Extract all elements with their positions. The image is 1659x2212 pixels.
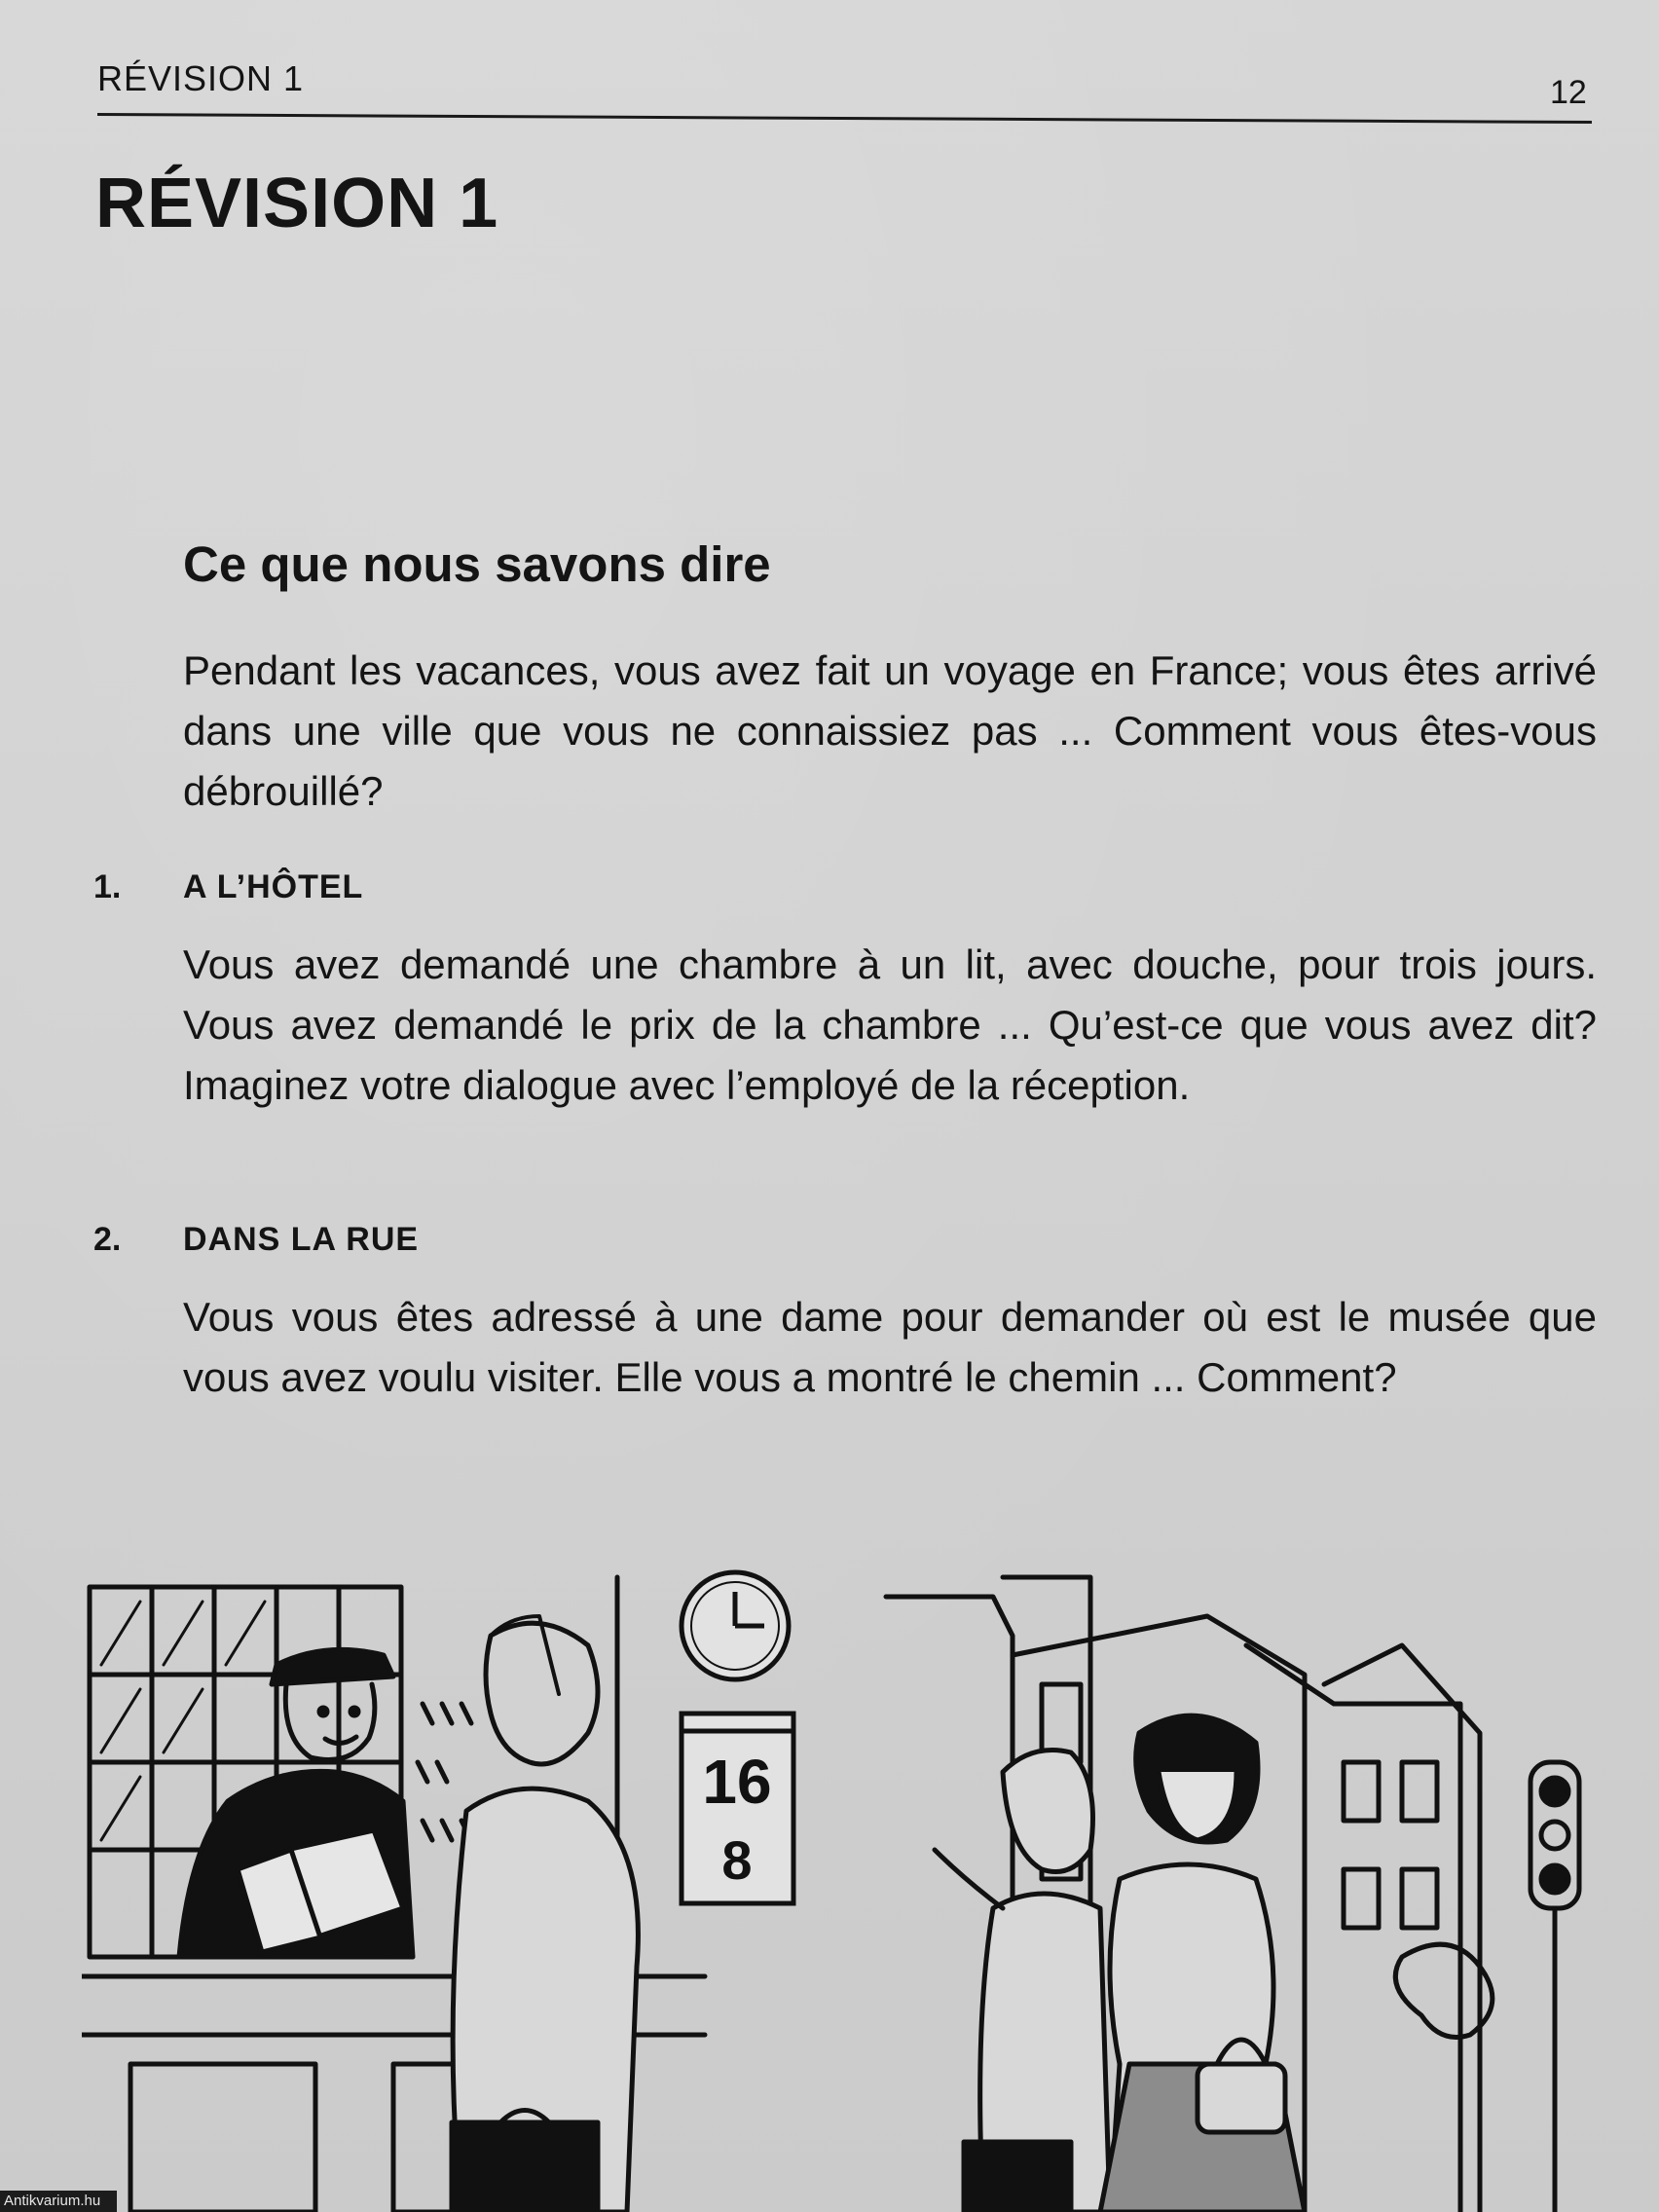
item-2-text: Vous vous êtes adressé à une dame pour demander où est le musée que vous avez voulu visiter. Elle vous a montré le chemin ... Comment? bbox=[183, 1294, 1597, 1400]
clerk-cap bbox=[272, 1649, 393, 1684]
man-head bbox=[1003, 1751, 1093, 1872]
running-header-title: RÉVISION 1 bbox=[97, 58, 305, 98]
page-number: 12 bbox=[1550, 74, 1587, 111]
calendar-month: 8 bbox=[721, 1829, 753, 1891]
clock-and-calendar bbox=[662, 1558, 818, 2212]
street-scene-illustration bbox=[876, 1558, 1597, 2212]
section-title: Ce que nous savons dire bbox=[183, 536, 771, 592]
handbag bbox=[1198, 2064, 1285, 2132]
item-1-text: Vous avez demandé une chambre à un lit, avec douche, pour trois jours. Vous avez demandé le prix de la chambre ... Qu’est-ce que vous avez dit? Imaginez votre dialogue avec l’employé de la réception. bbox=[183, 941, 1597, 1108]
item-1-heading: A L’HÔTEL bbox=[183, 868, 364, 905]
briefcase bbox=[452, 2122, 598, 2212]
hotel-reception-illustration bbox=[82, 1558, 724, 2212]
item-2-number: 2. bbox=[93, 1221, 122, 1258]
chapter-title: RÉVISION 1 bbox=[95, 165, 499, 242]
item-2-heading: DANS LA RUE bbox=[183, 1221, 420, 1258]
man-bag bbox=[964, 2142, 1071, 2212]
calendar-day: 16 bbox=[702, 1747, 772, 1817]
item-1-number: 1. bbox=[93, 868, 122, 905]
intro-paragraph: Pendant les vacances, vous avez fait un voyage en France; vous êtes arrivé dans une ville que vous ne connaissiez pas ... Comment vous êtes-vous débrouillé? bbox=[183, 647, 1597, 814]
header-rule bbox=[97, 113, 1592, 124]
watermark: Antikvarium.hu bbox=[0, 2191, 117, 2212]
guest-head bbox=[486, 1623, 598, 1764]
